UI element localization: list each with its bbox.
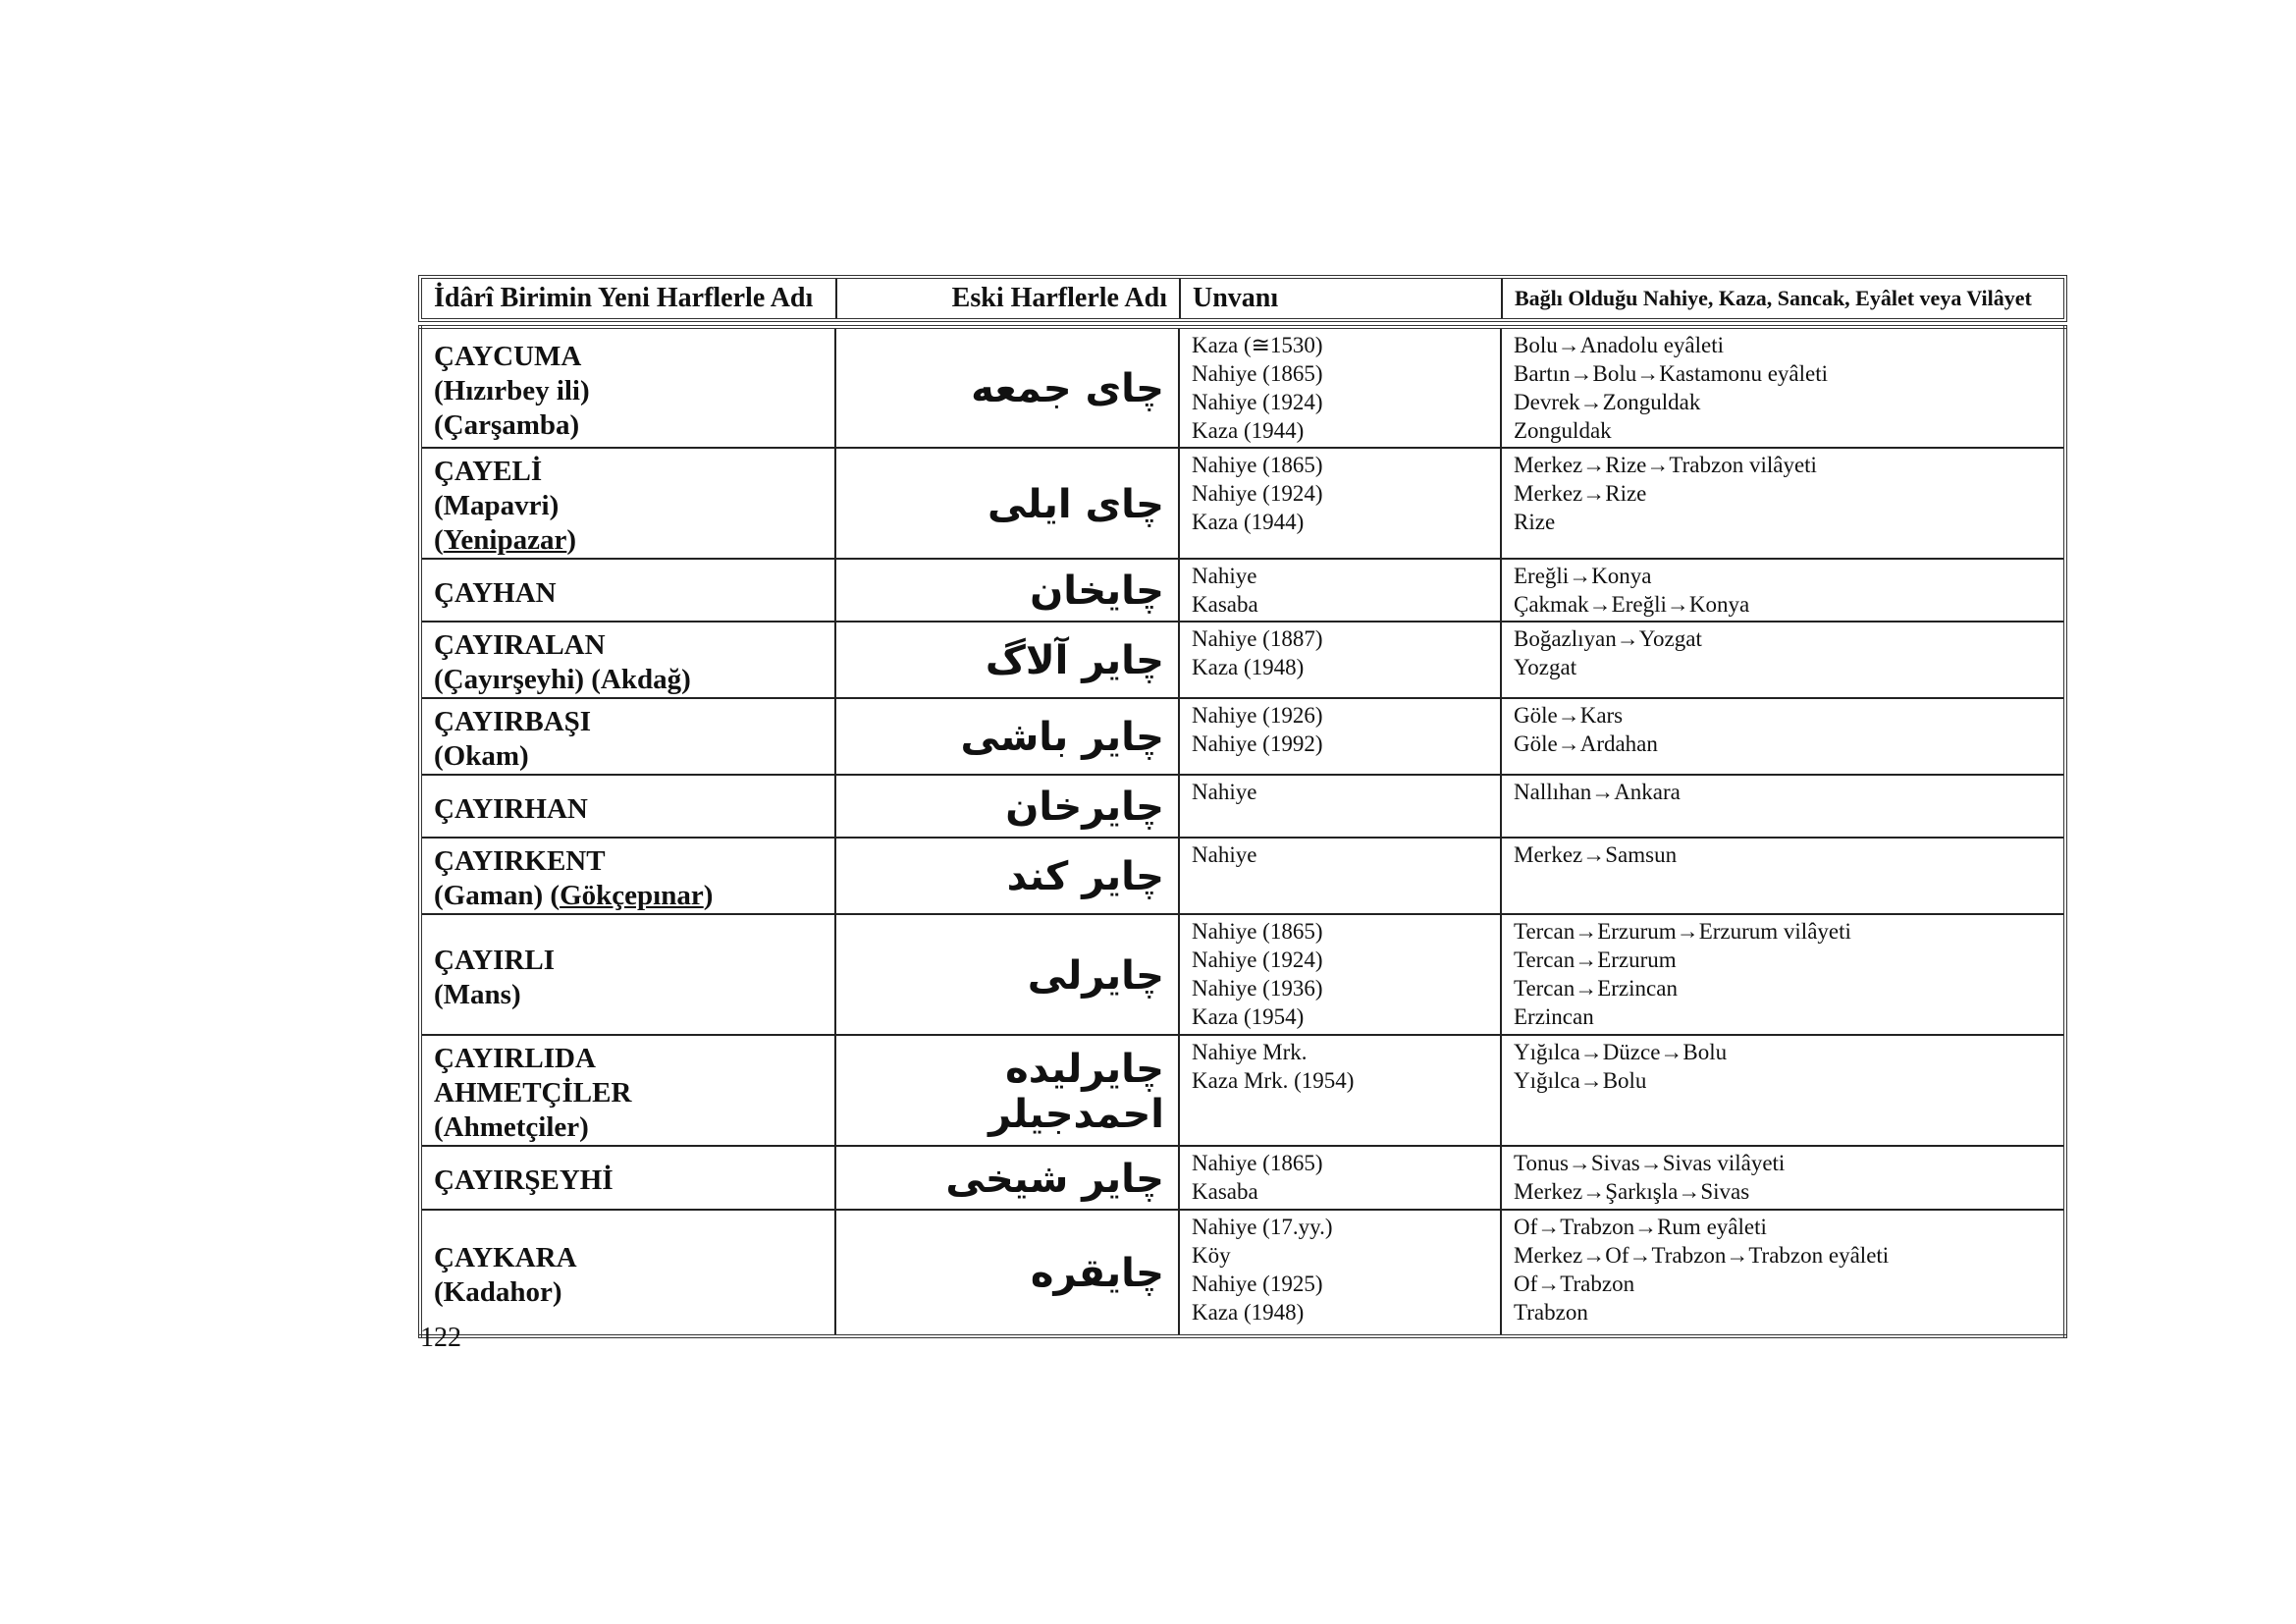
cell-bagli — [1501, 559, 2065, 622]
unvan-line: Nahiye (1924) — [1192, 481, 1323, 506]
unvan-line: Köy — [1192, 1243, 1231, 1268]
new-name-line — [434, 1042, 823, 1076]
table-row — [420, 1035, 2065, 1146]
cell-unvan — [1179, 775, 1501, 838]
unvan-line: Nahiye (1925) — [1192, 1272, 1323, 1296]
new-name-line — [434, 844, 823, 879]
cell-old-name — [835, 622, 1179, 698]
table-row — [420, 698, 2065, 775]
cell-bagli — [1501, 327, 2065, 448]
cell-unvan — [1179, 559, 1501, 622]
ottoman-name-text: چای جمعه — [971, 366, 1164, 411]
ottoman-name-text: چایخان — [1030, 568, 1164, 614]
unvan-line: Kaza (1948) — [1192, 1300, 1305, 1325]
new-name-line — [434, 489, 823, 523]
cell-new-name — [420, 914, 835, 1035]
cell-new-name — [420, 327, 835, 448]
new-name-line — [434, 1164, 823, 1198]
cell-old-name — [835, 327, 1179, 448]
unvan-line: Nahiye — [1192, 842, 1257, 867]
unvan-line: Kaza (1944) — [1192, 418, 1305, 443]
new-name-line — [434, 792, 823, 827]
new-name-text: (Mans) — [434, 978, 521, 1010]
cell-bagli — [1501, 775, 2065, 838]
new-name-line — [434, 978, 823, 1012]
unvan-line: Kaza (1954) — [1192, 1004, 1305, 1029]
new-name-text: ) — [566, 524, 577, 556]
cell-old-name — [835, 1035, 1179, 1146]
ottoman-name-text: چایر باشی — [960, 715, 1164, 760]
ottoman-name-text: چایر كند — [1006, 854, 1164, 899]
table-row — [420, 838, 2065, 914]
cell-bagli — [1501, 838, 2065, 914]
unvan-line: Nahiye (1936) — [1192, 976, 1323, 1001]
unvan-line: Nahiye (1865) — [1192, 919, 1323, 944]
unvan-line: Nahiye (1992) — [1192, 731, 1323, 756]
new-name-underlined: Gökçepınar — [560, 880, 704, 911]
ottoman-name-text: چایرلی — [1027, 952, 1164, 999]
new-name-text: ÇAYIRŞEYHİ — [434, 1164, 614, 1196]
new-name-text: ÇAYIRHAN — [434, 792, 588, 825]
cell-unvan — [1179, 1146, 1501, 1210]
bagli-line: Of→Trabzon — [1514, 1272, 1635, 1296]
cell-bagli — [1501, 1035, 2065, 1146]
bagli-line: Merkez→Samsun — [1514, 842, 1678, 867]
cell-unvan — [1179, 1210, 1501, 1336]
bagli-line: Tercan→Erzurum→Erzurum vilâyeti — [1514, 919, 1851, 944]
bagli-line: Erzincan — [1514, 1004, 1594, 1029]
place-names-table — [418, 275, 2067, 1338]
unvan-line: Nahiye (1926) — [1192, 703, 1323, 728]
header-unvan: Unvanı — [1181, 279, 1503, 318]
cell-old-name — [835, 838, 1179, 914]
cell-new-name — [420, 775, 835, 838]
new-name-text: (Hızırbey ili) — [434, 374, 590, 406]
bagli-line: Tonus→Sivas→Sivas vilâyeti — [1514, 1151, 1786, 1175]
new-name-line — [434, 455, 823, 489]
bagli-line: Devrek→Zonguldak — [1514, 390, 1701, 414]
bagli-line: Merkez→Rize — [1514, 481, 1647, 506]
new-name-line — [434, 705, 823, 739]
cell-new-name — [420, 622, 835, 698]
cell-old-name — [835, 1210, 1179, 1336]
new-name-text: ÇAYIRLIDA — [434, 1043, 596, 1074]
new-name-line — [434, 1076, 823, 1110]
cell-old-name — [835, 698, 1179, 775]
cell-old-name — [835, 559, 1179, 622]
table-header — [418, 275, 2067, 322]
bagli-line: Of→Trabzon→Rum eyâleti — [1514, 1215, 1767, 1239]
cell-new-name — [420, 698, 835, 775]
unvan-line: Nahiye Mrk. — [1192, 1040, 1308, 1064]
cell-unvan — [1179, 448, 1501, 559]
new-name-line — [434, 628, 823, 663]
new-name-text: (Kadahor) — [434, 1276, 562, 1308]
new-name-text: ÇAYELİ — [434, 456, 543, 487]
unvan-line: Kasaba — [1192, 1179, 1258, 1204]
new-name-text: ) — [703, 880, 714, 911]
new-name-text: ( — [434, 524, 444, 556]
new-name-line — [434, 1275, 823, 1310]
bagli-line: Merkez→Of→Trabzon→Trabzon eyâleti — [1514, 1243, 1890, 1268]
table-row — [420, 1210, 2065, 1336]
header-bagli: Bağlı Olduğu Nahiye, Kaza, Sancak, Eyâlet veya Vilâyet — [1515, 286, 2032, 310]
new-name-line — [434, 576, 823, 611]
page-number: 122 — [420, 1323, 461, 1353]
ottoman-name-text: چایر شیخی — [945, 1156, 1164, 1202]
table-row — [420, 1146, 2065, 1210]
new-name-underlined: Yenipazar — [443, 524, 567, 556]
ottoman-name-text: چایقره — [1030, 1251, 1164, 1296]
cell-new-name — [420, 448, 835, 559]
cell-unvan — [1179, 327, 1501, 448]
bagli-line: Yığılca→Bolu — [1514, 1068, 1647, 1093]
ottoman-name-text: چایرلیده احمدجیلر — [988, 1046, 1164, 1137]
cell-bagli — [1501, 622, 2065, 698]
unvan-line: Nahiye — [1192, 564, 1257, 588]
cell-unvan — [1179, 838, 1501, 914]
bagli-line: Nallıhan→Ankara — [1514, 780, 1681, 804]
cell-old-name — [835, 1146, 1179, 1210]
unvan-line: Kaza (1944) — [1192, 510, 1305, 534]
table-row — [420, 327, 2065, 448]
new-name-line — [434, 374, 823, 408]
unvan-line: Nahiye (1865) — [1192, 453, 1323, 477]
new-name-text: (Mapavri) — [434, 490, 560, 521]
new-name-text: (Gaman) ( — [434, 880, 561, 911]
new-name-text: ÇAYHAN — [434, 576, 557, 609]
table-row — [420, 448, 2065, 559]
cell-new-name — [420, 559, 835, 622]
cell-bagli — [1501, 914, 2065, 1035]
bagli-line: Zonguldak — [1514, 418, 1612, 443]
table-row — [420, 622, 2065, 698]
bagli-line: Yığılca→Düzce→Bolu — [1514, 1040, 1728, 1064]
bagli-line: Rize — [1514, 510, 1556, 534]
cell-unvan — [1179, 622, 1501, 698]
unvan-line: Kaza Mrk. (1954) — [1192, 1068, 1355, 1093]
new-name-line — [434, 663, 823, 697]
ottoman-name-text: چایرخان — [1005, 785, 1164, 830]
cell-bagli — [1501, 448, 2065, 559]
bagli-line: Çakmak→Ereğli→Konya — [1514, 592, 1750, 617]
new-name-text: (Çarşamba) — [434, 408, 580, 441]
bagli-line: Tercan→Erzincan — [1514, 976, 1678, 1001]
unvan-line: Nahiye (1924) — [1192, 390, 1323, 414]
bagli-line: Yozgat — [1514, 655, 1577, 679]
cell-new-name — [420, 1146, 835, 1210]
new-name-line — [434, 523, 823, 558]
cell-old-name — [835, 448, 1179, 559]
unvan-line: Kasaba — [1192, 592, 1258, 617]
cell-unvan — [1179, 698, 1501, 775]
new-name-text: ÇAYCUMA — [434, 340, 582, 372]
cell-bagli — [1501, 698, 2065, 775]
unvan-line: Nahiye (17.yy.) — [1192, 1215, 1333, 1239]
cell-new-name — [420, 838, 835, 914]
new-name-text: ÇAYIRLI — [434, 944, 556, 976]
ottoman-name-text: چای ایلی — [988, 481, 1164, 527]
unvan-line: Nahiye — [1192, 780, 1257, 804]
unvan-line: Kaza (≅1530) — [1192, 333, 1323, 357]
bagli-line: Tercan→Erzurum — [1514, 947, 1677, 972]
bagli-line: Boğazlıyan→Yozgat — [1514, 626, 1702, 651]
new-name-line — [434, 944, 823, 978]
new-name-text: AHMETÇİLER — [434, 1077, 632, 1109]
new-name-line — [434, 1241, 823, 1275]
new-name-text: ÇAYKARA — [434, 1242, 577, 1273]
cell-unvan — [1179, 1035, 1501, 1146]
unvan-line: Nahiye (1865) — [1192, 1151, 1323, 1175]
new-name-line — [434, 739, 823, 774]
new-name-line — [434, 1110, 823, 1145]
cell-bagli — [1501, 1210, 2065, 1336]
new-name-line — [434, 408, 823, 443]
bagli-line: Göle→Kars — [1514, 703, 1624, 728]
new-name-text: ÇAYIRBAŞI — [434, 706, 592, 737]
table-row — [420, 914, 2065, 1035]
cell-old-name — [835, 914, 1179, 1035]
cell-new-name — [420, 1035, 835, 1146]
new-name-text: (Okam) — [434, 740, 529, 772]
ottoman-name-text: چایر آلاگ — [985, 638, 1164, 683]
cell-new-name — [420, 1210, 835, 1336]
cell-bagli — [1501, 1146, 2065, 1210]
cell-old-name — [835, 775, 1179, 838]
bagli-line: Bartın→Bolu→Kastamonu eyâleti — [1514, 361, 1829, 386]
new-name-line — [434, 879, 823, 913]
bagli-line: Trabzon — [1514, 1300, 1588, 1325]
cell-unvan — [1179, 914, 1501, 1035]
header-old-name: Eski Harflerle Adı — [837, 279, 1181, 318]
new-name-line — [434, 340, 823, 374]
unvan-line: Nahiye (1887) — [1192, 626, 1323, 651]
table-body — [418, 325, 2067, 1338]
table-row — [420, 559, 2065, 622]
unvan-line: Nahiye (1924) — [1192, 947, 1323, 972]
bagli-line: Merkez→Rize→Trabzon vilâyeti — [1514, 453, 1817, 477]
unvan-line: Nahiye (1865) — [1192, 361, 1323, 386]
bagli-line: Merkez→Şarkışla→Sivas — [1514, 1179, 1750, 1204]
bagli-line: Bolu→Anadolu eyâleti — [1514, 333, 1724, 357]
unvan-line: Kaza (1948) — [1192, 655, 1305, 679]
table-row — [420, 775, 2065, 838]
new-name-text: ÇAYIRKENT — [434, 845, 606, 877]
bagli-line: Ereğli→Konya — [1514, 564, 1652, 588]
bagli-line: Göle→Ardahan — [1514, 731, 1658, 756]
new-name-text: ÇAYIRALAN — [434, 629, 606, 661]
header-row — [422, 279, 2063, 318]
new-name-text: (Ahmetçiler) — [434, 1111, 589, 1143]
new-name-text: (Çayırşeyhi) (Akdağ) — [434, 664, 691, 695]
header-new-name: İdârî Birimin Yeni Harflerle Adı — [422, 279, 837, 318]
